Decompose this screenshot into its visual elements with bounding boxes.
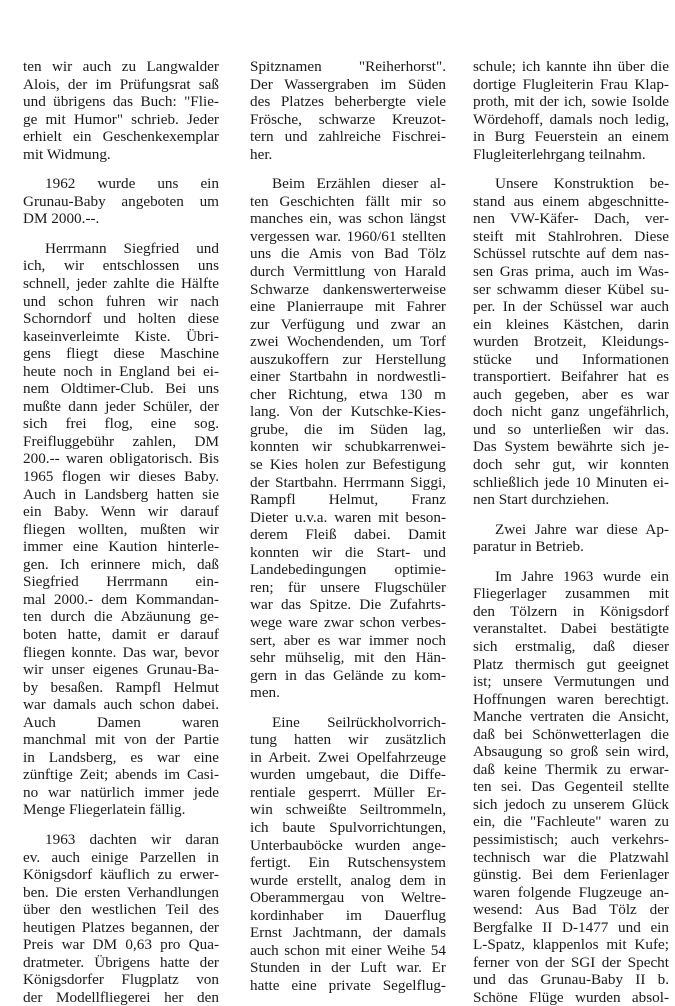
text-line: kaseinverleimte Kiste. Übri- [23,327,219,345]
text-line: Schorndorf und holten diese [23,310,219,328]
text-line: konnten wir schubkarrenwei- [250,438,446,456]
text-line: Siegfried Herrmann ein- [23,573,219,591]
text-line: vergessen war. 1960/61 stellten [250,227,446,245]
paragraph-spacing [473,163,669,175]
text-line: Manche vertraten die Ansicht, [473,708,669,726]
text-line: ten wir auch zu Langwalder [23,58,219,75]
text-line: sich frei flog, eine sog. [23,415,219,433]
text-line: Alois, der im Prüfungsrat saß [23,75,219,93]
text-line: ev. auch einige Parzellen in [23,848,219,866]
text-line: fliegen wollten, mußten wir [23,520,219,538]
text-line: ein Baby. Wenn wir darauf [23,503,219,521]
text-line: mal 2000.- dem Kommandan- [23,590,219,608]
text-line: Platz thermisch gut geeignet [473,655,669,673]
text-line: paratur in Betrieb. [473,538,584,556]
text-line: Zwei Jahre war diese Ap- [495,520,669,538]
text-line: Menge Fliegerlatein fällig. [23,801,186,819]
text-line: doch nicht ganz ungefährlich, [473,403,669,421]
text-line: auszukoffern zur Herstellung [250,350,446,368]
text-line: den Tölzern in Königsdorf [473,602,669,620]
text-line: ten durch die Abzäunung ge- [23,608,219,626]
text-line: Königsdorfer Flugplatz von [23,971,219,989]
paragraph-spacing [250,702,446,714]
text-line: konnten wir die Start- und [250,543,446,561]
text-line: manchmal mit von der Partie [23,731,219,749]
paragraph [473,175,669,508]
text-line: hatte eine private Segelflug- [250,976,446,994]
text-line: Ernst Jachtmann, der damals [250,924,446,942]
paragraph [23,175,219,228]
text-line: daß bei Schönwetterlagen die [473,725,669,743]
text-line: nen Start durchziehen. [473,491,610,509]
text-line: lang. Von der Kutschke-Kies- [250,403,446,421]
text-line: DM 2000.--. [23,210,100,228]
text-line: Wördehoff, damals noch ledig, [473,110,669,128]
text-line: sich jedoch zu unserem Glück [473,795,669,813]
text-line: ten sei. Das Gegenteil stellte [473,778,669,796]
text-line: und das Grunau-Baby II b. [473,971,669,989]
text-line: wege ware zwar schon verbes- [250,613,446,631]
text-line: rentiale gesperrt. Müller Er- [250,783,446,801]
paragraph [250,58,446,163]
text-line: ein, die "Fachleute" waren zu [473,813,669,831]
text-line: schließlich jede 10 Minuten ei- [473,473,669,491]
text-line: Absaugung so groß sein wird, [473,743,669,761]
text-line: proth, mit der ich, sowie Isolde [473,93,669,111]
text-line: gern in das Gelände zu kom- [250,666,446,684]
text-line: fertigt. Ein Rutschensystem [250,854,446,872]
text-line: ben. Die ersten Verhandlungen [23,883,219,901]
text-line: daß keine Thermik zu erwar- [473,760,669,778]
text-line: wurden umgebaut, die Diffe- [250,766,446,784]
text-line: günstig. Bei dem Ferienlager [473,866,669,884]
text-line: wir unser eigenes Grunau-Ba- [23,661,219,679]
text-line: nem Oldtimer-Club. Bei uns [23,380,219,398]
paragraph-spacing [23,163,219,175]
text-line: dortige Flugleiterin Frau Klap- [473,75,669,93]
text-line: Im Jahre 1963 wurde ein [495,567,669,585]
text-line: fliegen konnte. Das war, bevor [23,643,219,661]
text-line: auch schon mit einer Weihe 54 [250,941,446,959]
text-line: Das System bewährte sich je- [473,438,669,456]
text-line: no war natürlich immer jede [23,783,219,801]
text-line: nen VW-Käfer- Dach, ver- [473,210,669,228]
text-line: Bergfalke II D-1477 und ein [473,918,669,936]
text-line: per. In der Schüssel war auch [473,298,669,316]
paragraph [23,58,219,163]
text-line: derem Fleiß dabei. Damit [250,526,446,544]
text-line: sen Gras prima, auch im Was- [473,263,669,281]
text-line: Der Wassergraben im Süden [250,75,446,93]
text-line: eine Planierraupe mit Fahrer [250,298,446,316]
text-line: des Platzes beherbergte viele [250,93,446,111]
text-line: Königsdorf käuflich zu erwer- [23,866,219,884]
text-line: Hoffnungen waren berechtigt. [473,690,669,708]
paragraph-spacing [23,819,219,831]
text-line: wesend: Aus Bad Tölz der [473,901,669,919]
text-line: sehr mühselig, mit den Hän- [250,649,446,667]
text-line: durch Vermittlung von Harald [250,263,446,281]
paragraph [23,831,219,1006]
text-line: tern und zahlreiche Fischrei- [250,128,446,146]
text-line: Unterbauböcke wurden ange- [250,836,446,854]
text-line: in Landsberg, es war eine [23,748,219,766]
paragraph-spacing [250,163,446,175]
text-line: der Startbahn. Herrmann Siggi, [250,473,446,491]
text-line: win schweißte Seiltrommeln, [250,801,446,819]
text-column-2 [250,58,446,994]
text-line: ge mit Humor" schrieb. Jeder [23,110,219,128]
text-line: über den westlichen Teil des [23,901,219,919]
text-line: Grunau-Baby angeboten um [23,192,219,210]
text-line: Schwarze dankenswerterweise [250,280,446,298]
text-line: veranstaltet. Dabei bestätigte [473,620,669,638]
text-line: grube, die im Süden lag, [250,420,446,438]
text-line: in Burg Feuerstein an einem [473,128,669,146]
paragraph [23,240,219,819]
text-line: Spitznamen "Reiherhorst". [250,58,446,75]
text-line: steift mit Stahlrohren. Diese [473,227,669,245]
text-line: by besaßen. Rampfl Helmut [23,678,219,696]
text-line: Freifluggebühr zahlen, DM [23,432,219,450]
text-line: zwei Wochendenden, um Torf [250,333,446,351]
text-line: war damals auch schon dabei. [23,696,219,714]
text-line: und übrigens das Buch: "Flie- [23,93,219,111]
text-line: 1965 flogen wir dieses Baby. [23,468,219,486]
text-line: war das Spitze. Die Zufahrts- [250,596,446,614]
text-line: gens fliegt diese Maschine [23,345,219,363]
text-line: L-Spatz, klappenlos mit Kufe; [473,936,669,954]
text-line: ich, wir entschlossen uns [23,257,219,275]
text-line: und schon fuhren wir nach [23,292,219,310]
paragraph [250,714,446,995]
text-line: waren folgende Flugzeuge an- [473,883,669,901]
text-line: doch sehr gut, wir konnten [473,456,669,474]
text-line: ist; unsere Vermutungen und [473,673,669,691]
text-line: Unsere Konstruktion be- [495,175,669,193]
text-line: tung hatten wir zusätzlich [250,731,446,749]
text-line: mußte dann jeder Schüler, der [23,397,219,415]
text-line: mit Widmung. [23,145,111,163]
text-line: her. [250,145,273,163]
text-line: ein kleines Kästchen, darin [473,315,669,333]
text-line: sich erstmalig, daß dieser [473,637,669,655]
text-line: kordinhaber im Dauerflug [250,906,446,924]
text-line: in Arbeit. Zwei Opelfahrzeuge [250,748,446,766]
text-line: ren; für unsere Flugschüler [250,578,446,596]
text-line: heutigen Platzes begannen, der [23,918,219,936]
paragraph-spacing [473,556,669,568]
text-line: 1963 dachten wir daran [45,830,219,848]
text-line: pessimistisch; auch verkehrs- [473,830,669,848]
text-line: men. [250,684,280,702]
paragraph [473,568,669,1006]
text-line: Landebedingungen optimie- [250,561,446,579]
text-line: Auch in Landsberg hatten sie [23,485,219,503]
text-line: Dieter u.v.a. waren mit beson- [250,508,446,526]
text-line: Fliegerlager zusammen mit [473,585,669,603]
paragraph-spacing [473,509,669,521]
text-line: Frösche, schwarze Kreuzot- [250,110,446,128]
text-line: schule; ich kannte ihn über die [473,58,669,75]
text-line: stand aus einem abgeschnitte- [473,192,669,210]
text-line: immer eine Kaution hinterle- [23,538,219,556]
text-line: Schöne Flüge wurden absol- [473,988,669,1006]
text-line: technisch war die Platzwahl [473,848,669,866]
text-line: wurde erstellt, analog dem in [250,871,446,889]
text-line: zünftige Zeit; abends im Casi- [23,766,219,784]
text-line: Preis war DM 0,63 pro Qua- [23,936,219,954]
text-line: ich baute Spulvorrichtungen, [250,818,446,836]
text-line: gen. Ich erinnere mich, daß [23,555,219,573]
text-line: erhielt ein Geschenkexemplar [23,128,219,146]
text-column-1 [23,58,219,1006]
text-line: transportiert. Beifahrer hat es [473,368,669,386]
text-line: Stunden in der Luft war. Er [250,959,446,977]
text-line: sert, aber es war immer noch [250,631,446,649]
text-line: stücke und Informationen [473,350,669,368]
text-line: uns die Amis von Bad Tölz [250,245,446,263]
text-line: wurden Brotzeit, Kleidungs- [473,333,669,351]
text-line: schnell, jeder zahlte die Hälfte [23,275,219,293]
text-line: Auch Damen waren [23,713,219,731]
text-line: Oberammergau von Weltre- [250,889,446,907]
text-column-3 [473,58,669,1006]
paragraph-spacing [23,228,219,240]
text-line: zur Verfügung und zwar an [250,315,446,333]
text-line: Schüssel rutschte auf dem nas- [473,245,669,263]
text-line: ferner von der SGI der Specht [473,953,669,971]
paragraph [473,58,669,163]
text-line: der Modellfliegerei her den [23,988,219,1006]
text-line: und so unterließen wir das. [473,420,669,438]
text-line: Flugleiterlehrgang teilnahm. [473,145,646,163]
text-line: Beim Erzählen dieser al- [272,175,446,193]
paragraph [473,521,669,556]
text-line: heute noch in England bei ei- [23,362,219,380]
paragraph [250,175,446,701]
text-line: manches ein, was schon längst [250,210,446,228]
text-line: Herrmann Siegfried und [45,239,219,257]
text-line: Rampfl Helmut, Franz [250,491,446,509]
text-line: ten Geschichten fällt mir so [250,192,446,210]
text-line: 1962 wurde uns ein [45,175,219,193]
text-line: dratmeter. Übrigens hatte der [23,953,219,971]
text-line: auch gegeben, aber es war [473,385,669,403]
text-line: Eine Seilrückholvorrich- [272,713,446,731]
text-line: se Kies holen zur Befestigung [250,456,446,474]
text-line: 200.-- waren obligatorisch. Bis [23,450,219,468]
text-line: boten hatte, damit er darauf [23,625,219,643]
text-line: einer Startbahn in nordwestli- [250,368,446,386]
text-line: cher Richtung, etwa 130 m [250,385,446,403]
text-line: ser schwamm dieser Kübel su- [473,280,669,298]
